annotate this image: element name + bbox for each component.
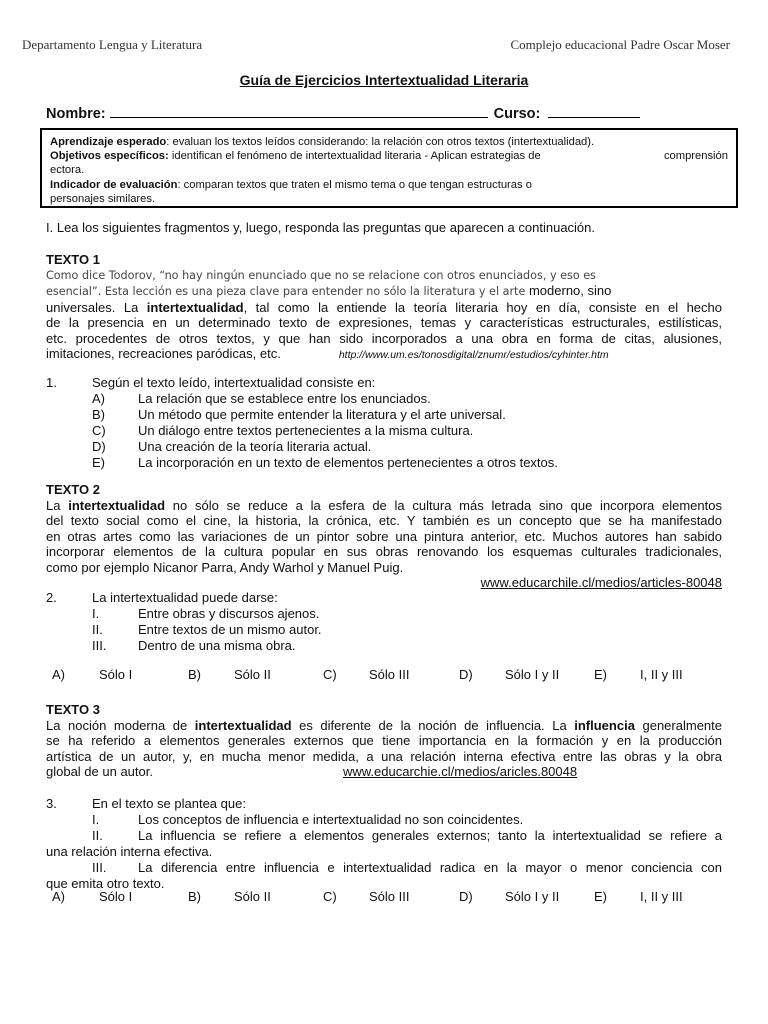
texto1-line: de la presencia en un determinado texto de expresiones, temas y características estructurales, estilísticas, bbox=[46, 315, 722, 330]
aprendizaje-text: : evaluan los textos leídos considerando: la relación con otros textos (intertextualidad). bbox=[166, 136, 595, 148]
objetivos-text-end: comprensión bbox=[663, 150, 728, 163]
texto3-source[interactable]: www.educarchie.cl/medios/aricles.80048 bbox=[342, 764, 578, 779]
texto2-source[interactable]: www.educarchile.cl/medios/articles-80048 bbox=[480, 575, 722, 590]
q1-option[interactable]: C) Un diálogo entre textos pertenecientes a la misma cultura. bbox=[92, 423, 474, 438]
question-3 bbox=[46, 796, 722, 892]
q2-answer-text[interactable]: Sólo II bbox=[234, 667, 271, 682]
texto3-line: global de un autor. www.educarchie.cl/medios/aricles.80048 bbox=[46, 764, 578, 779]
aprendizaje-label: Aprendizaje esperado bbox=[50, 136, 167, 148]
texto1-line: Como dice Todorov, “no hay ningún enunciado que no se relacione con otros enunciados, y eso es bbox=[46, 268, 596, 282]
nombre-label: Nombre: bbox=[46, 106, 106, 122]
q1-option[interactable]: E) La incorporación en un texto de elementos pertenecientes a otros textos. bbox=[92, 455, 558, 470]
q2-answer-letter[interactable]: D) bbox=[459, 667, 473, 682]
texto3-line: artística de un autor, y, en mucha menor medida, a una relación interna efectiva entre las obras y la obra bbox=[46, 748, 722, 764]
q3-answer-text[interactable]: Sólo I bbox=[99, 889, 133, 904]
q1-option[interactable]: A) La relación que se establece entre los enunciados. bbox=[92, 391, 431, 406]
question-1 bbox=[46, 375, 736, 471]
q2-answer-text[interactable]: I, II y III bbox=[640, 667, 683, 682]
q3-answer-letter[interactable]: D) bbox=[459, 889, 473, 904]
header-school: Complejo educacional Padre Oscar Moser bbox=[510, 37, 730, 52]
texto1-line: etc. procedentes de otros textos, y que han sido incorporados a una obra en forma de citas, alusiones, bbox=[46, 330, 722, 346]
q3-answer-text[interactable]: Sólo III bbox=[369, 889, 410, 904]
q1-number: 1. bbox=[46, 375, 57, 390]
q2-answer-text[interactable]: Sólo I y II bbox=[505, 667, 560, 682]
q3-answer-text[interactable]: Sólo II bbox=[234, 889, 271, 904]
texto2-line: en otras artes como las variaciones de un pintor sobre una pintura anterior, etc. Muchos autores han sabido bbox=[46, 528, 722, 544]
q2-number: 2. bbox=[46, 590, 57, 605]
texto2-heading: TEXTO 2 bbox=[46, 482, 100, 497]
texto2-line: La intertextualidad no sólo se reduce a la esfera de la cultura más letrada sino que incorpora elementos bbox=[46, 497, 722, 513]
texto1-line: esencial”. Esta lección es una pieza clave para entender no sólo la literatura y el arte moderno, sino bbox=[46, 283, 612, 298]
texto1-heading: TEXTO 1 bbox=[46, 252, 100, 267]
q2-answer-text[interactable]: Sólo III bbox=[369, 667, 410, 682]
texto1-line: universales. La intertextualidad, tal como la entiende la teoría literaria hoy en día, consiste en el hecho bbox=[46, 299, 722, 315]
q3-item: III. La diferencia entre influencia e intertextualidad radica en la mayor o menor conciencia con bbox=[92, 860, 722, 875]
indicador-line bbox=[50, 178, 728, 192]
objectives-box bbox=[40, 128, 738, 208]
texto1-line: imitaciones, recreaciones paródicas, etc. http://www.um.es/tonosdigital/znumr/estudios/cyhinter.htm bbox=[46, 346, 609, 361]
q2-answer-letter[interactable]: B) bbox=[188, 667, 201, 682]
texto2-line: del texto social como el cine, la historia, la crónica, etc. Y también es un concepto que se ha manifestado bbox=[46, 513, 722, 528]
q3-answer-letter[interactable]: A) bbox=[52, 889, 65, 904]
texto1-block bbox=[46, 252, 722, 364]
objetivos-label: Objetivos específicos: bbox=[50, 150, 169, 163]
q3-item-cont: una relación interna efectiva. bbox=[46, 844, 213, 859]
texto2-line: como por ejemplo Nicanor Parra, Andy Warhol y Manuel Puig. bbox=[46, 559, 404, 575]
q2-answer-letter[interactable]: A) bbox=[52, 667, 65, 682]
objetivos-text: identifican el fenómeno de intertextualidad literaria - Aplican estrategias de bbox=[171, 150, 541, 163]
q3-stem: En el texto se plantea que: bbox=[92, 796, 246, 811]
q2-item: I. Entre obras y discursos ajenos. bbox=[92, 606, 320, 621]
page-title: Guía de Ejercicios Intertextualidad Literaria bbox=[239, 72, 529, 88]
curso-blank bbox=[548, 103, 640, 118]
q3-answer-letter[interactable]: E) bbox=[594, 889, 607, 904]
curso-label: Curso: bbox=[493, 106, 541, 122]
q3-answer-text[interactable]: I, II y III bbox=[640, 889, 683, 904]
q2-answer-letter[interactable]: E) bbox=[594, 667, 607, 682]
q3-item: I. Los conceptos de influencia e intertextualidad no son coincidentes. bbox=[92, 812, 524, 827]
name-course-row bbox=[46, 103, 726, 122]
indicador-label: Indicador de evaluación bbox=[50, 178, 178, 191]
objetivos-cont: ectora. bbox=[50, 164, 85, 177]
texto3-heading: TEXTO 3 bbox=[46, 702, 100, 717]
q1-stem: Según el texto leído, intertextualidad consiste en: bbox=[92, 375, 376, 390]
texto3-block bbox=[46, 702, 722, 780]
indicador-text: : comparan textos que traten el mismo tema o que tengan estructuras o bbox=[177, 178, 532, 191]
indicador-cont: personajes similares. bbox=[50, 192, 156, 205]
q2-item: II. Entre textos de un mismo autor. bbox=[92, 622, 322, 637]
q3-item: II. La influencia se refiere a elementos generales externos; tanto la intertextualidad se refiere a bbox=[92, 828, 722, 843]
texto2-line: incorporar elementos de la cultura popular en sus obras renovando los esquemas culturales tradicionales, bbox=[46, 544, 722, 559]
texto2-block bbox=[46, 482, 722, 591]
objetivos-line bbox=[50, 149, 728, 163]
aprendizaje-line bbox=[50, 135, 728, 149]
instructions: I. Lea los siguientes fragmentos y, luego, responda las preguntas que aparecen a continuación. bbox=[46, 220, 596, 235]
q3-number: 3. bbox=[46, 796, 57, 811]
q2-answer-letter[interactable]: C) bbox=[323, 667, 337, 682]
nombre-blank bbox=[110, 103, 488, 118]
q3-answer-text[interactable]: Sólo I y II bbox=[505, 889, 560, 904]
q3-answer-letter[interactable]: C) bbox=[323, 889, 337, 904]
q3-answer-letter[interactable]: B) bbox=[188, 889, 201, 904]
q1-option[interactable]: B) Un método que permite entender la literatura y el arte universal. bbox=[92, 407, 506, 422]
header-department: Departamento Lengua y Literatura bbox=[22, 37, 203, 52]
q2-item: III. Dentro de una misma obra. bbox=[92, 638, 296, 653]
q2-answer-text[interactable]: Sólo I bbox=[99, 667, 133, 682]
question-2 bbox=[46, 590, 736, 654]
texto3-line: La noción moderna de intertextualidad es diferente de la noción de influencia. La influencia generalmente bbox=[46, 717, 722, 733]
q1-option[interactable]: D) Una creación de la teoría literaria actual. bbox=[92, 439, 372, 454]
texto3-line: se ha referido a elementos generales externos que tiene importancia en la formación y en la producción bbox=[46, 733, 722, 748]
q2-stem: La intertextualidad puede darse: bbox=[92, 590, 278, 605]
q3-item-cont: que emita otro texto. bbox=[46, 876, 165, 891]
texto1-source: http://www.um.es/tonosdigital/znumr/estudios/cyhinter.htm bbox=[338, 349, 609, 361]
